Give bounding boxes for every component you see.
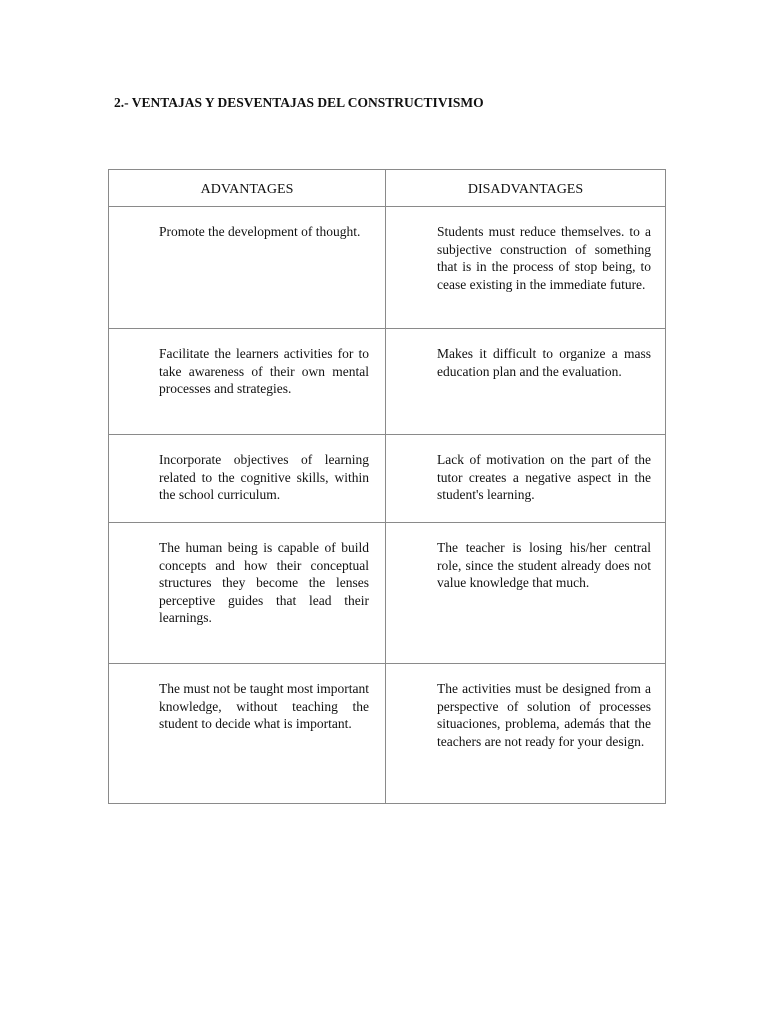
table-row xyxy=(109,664,666,804)
disadvantage-cell xyxy=(386,329,666,435)
advantage-cell xyxy=(109,207,386,329)
advantage-cell xyxy=(109,435,386,523)
disadvantage-text: The teacher is losing his/her central role, since the student already does not value knowledge that much. xyxy=(437,540,651,590)
disadvantage-text: Lack of motivation on the part of the tutor creates a negative aspect in the student's learning. xyxy=(437,452,651,502)
advantage-text: Promote the development of thought. xyxy=(159,224,361,239)
list-item xyxy=(386,523,665,600)
disadvantage-text: Makes it difficult to organize a mass education plan and the evaluation. xyxy=(437,346,651,379)
list-item xyxy=(109,435,385,512)
list-item xyxy=(386,207,665,301)
comparison-table xyxy=(108,169,666,804)
disadvantages-header: DISADVANTAGES xyxy=(386,170,666,207)
advantage-text: The human being is capable of build concepts and how their conceptual structures they become the lenses perceptive guides that lead their learnings. xyxy=(159,540,369,625)
advantage-text: Facilitate the learners activities for to take awareness of their own mental processes and strategies. xyxy=(159,346,369,396)
advantage-cell xyxy=(109,664,386,804)
list-item xyxy=(109,664,385,741)
page-title: 2.- VENTAJAS Y DESVENTAJAS DEL CONSTRUCTIVISMO xyxy=(114,95,484,110)
table-row xyxy=(109,523,666,664)
disadvantage-cell xyxy=(386,207,666,329)
advantage-text: The must not be taught most important knowledge, without teaching the student to decide what is important. xyxy=(159,681,369,731)
table-row xyxy=(109,435,666,523)
disadvantage-cell xyxy=(386,523,666,664)
advantage-cell xyxy=(109,523,386,664)
list-item xyxy=(109,523,385,635)
advantages-header: ADVANTAGES xyxy=(109,170,386,207)
advantage-text: Incorporate objectives of learning related to the cognitive skills, within the school curriculum. xyxy=(159,452,369,502)
table-row xyxy=(109,207,666,329)
disadvantage-cell xyxy=(386,664,666,804)
list-item xyxy=(109,329,385,406)
table-header-row xyxy=(109,170,666,207)
disadvantage-cell xyxy=(386,435,666,523)
disadvantage-text: Students must reduce themselves. to a subjective construction of something that is in the process of stop being, to cease existing in the immediate future. xyxy=(437,224,651,292)
list-item xyxy=(386,435,665,512)
table-row xyxy=(109,329,666,435)
disadvantage-text: The activities must be designed from a perspective of solution of processes situaciones, problema, además that the teachers are not ready for your design. xyxy=(437,681,651,749)
list-item xyxy=(386,329,665,388)
advantage-cell xyxy=(109,329,386,435)
list-item xyxy=(386,664,665,758)
list-item xyxy=(109,207,385,249)
